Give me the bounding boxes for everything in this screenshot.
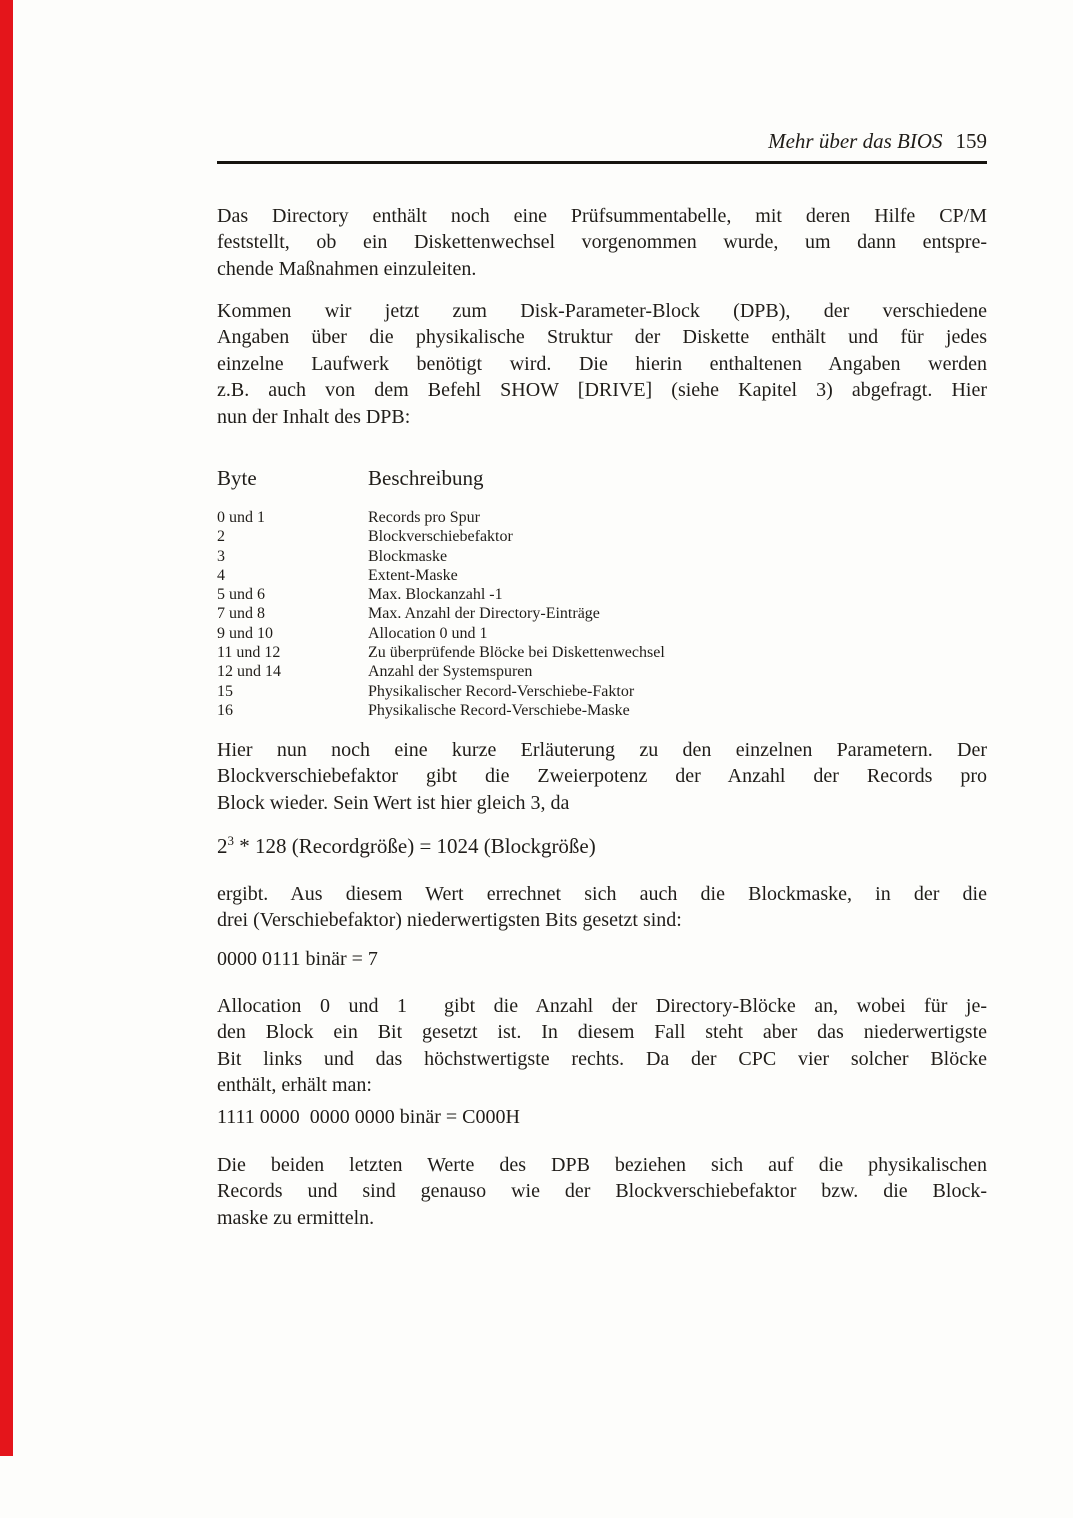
- paragraph-line: ergibt. Aus diesem Wert errechnet sich auch die Blockmaske, in der die: [217, 883, 987, 905]
- table-cell-description: Max. Blockanzahl -1: [368, 586, 503, 604]
- table-cell-description: Records pro Spur: [368, 509, 480, 526]
- paragraph-blockmaske: [217, 881, 987, 934]
- paragraph-line: z.B. auch von dem Befehl SHOW [DRIVE] (siehe Kapitel 3) abgefragt. Hier: [217, 379, 987, 402]
- paragraph-dpb-intro: [217, 298, 987, 430]
- table-cell-byte: 16: [217, 701, 233, 719]
- paragraph-parameter-erlaeuterung: [217, 737, 987, 816]
- paragraph-line: Das Directory enthält noch eine Prüfsummentabelle, mit deren Hilfe CP/M: [217, 205, 987, 227]
- table-cell-description: Blockmaske: [368, 547, 448, 565]
- paragraph-line: Die beiden letzten Werte des DPB beziehen sich auf die physikalischen: [217, 1154, 987, 1176]
- formula-rest: * 128 (Recordgröße) = 1024 (Blockgröße): [234, 834, 596, 858]
- paragraph-directory-checksum: [217, 203, 987, 282]
- table-row: [217, 682, 987, 701]
- table-cell-byte: 9 und 10: [217, 624, 273, 642]
- table-cell-description: Zu überprüfende Blöcke bei Diskettenwechsel: [368, 644, 665, 662]
- header-rule: [217, 161, 987, 164]
- table-cell-byte: 11 und 12: [217, 644, 281, 662]
- table-cell-byte: 3: [217, 547, 225, 565]
- table-cell-description: Physikalischer Record-Verschiebe-Faktor: [368, 682, 635, 700]
- table-cell-byte: 5 und 6: [217, 586, 265, 604]
- dpb-table-header: [217, 466, 987, 491]
- paragraph-line: chende Maßnahmen einzuleiten.: [217, 257, 477, 280]
- table-cell-description: Blockverschiebefaktor: [368, 528, 513, 546]
- paragraph-line: Allocation 0 und 1 gibt die Anzahl der Directory-Blöcke an, wobei für je-: [217, 995, 987, 1017]
- paragraph-line: Records und sind genauso wie der Blockverschiebefaktor bzw. die Block-: [217, 1180, 987, 1203]
- table-row: [217, 547, 987, 566]
- paragraph-line: Hier nun noch eine kurze Erläuterung zu den einzelnen Parametern. Der: [217, 739, 987, 761]
- table-cell-byte: 0 und 1: [217, 509, 265, 526]
- table-cell-description: Anzahl der Systemspuren: [368, 663, 533, 681]
- paragraph-line: enthält, erhält man:: [217, 1074, 372, 1097]
- table-row: [217, 604, 987, 623]
- running-header: [217, 128, 987, 154]
- formula-base: 2: [217, 834, 228, 858]
- table-cell-byte: 15: [217, 682, 233, 700]
- table-row: [217, 585, 987, 604]
- paragraph-line: Angaben über die physikalische Struktur der Diskette enthält und für jedes: [217, 326, 987, 349]
- table-cell-description: Extent-Maske: [368, 566, 458, 584]
- table-row: [217, 662, 987, 681]
- dpb-table: [217, 508, 987, 720]
- paragraph-line: den Block ein Bit gesetzt ist. In diesem Fall steht aber das niederwertigste: [217, 1021, 987, 1044]
- paragraph-line: maske zu ermitteln.: [217, 1206, 375, 1229]
- paragraph-line: Bit links und das höchstwertigste rechts. Da der CPC vier solcher Blöcke: [217, 1047, 987, 1070]
- table-row: [217, 624, 987, 643]
- paragraph-line: drei (Verschiebefaktor) niederwertigsten Bits gesetzt sind:: [217, 909, 682, 932]
- paragraph-dpb-letzte-werte: [217, 1152, 987, 1231]
- binary-value-allocation: 1111 0000 0000 0000 binär = C000H: [217, 1106, 520, 1128]
- binary-value-blockmask: 0000 0111 binär = 7: [217, 948, 378, 970]
- formula-blocksize: [217, 833, 987, 862]
- paragraph-line: Kommen wir jetzt zum Disk-Parameter-Block (DPB), der verschiedene: [217, 300, 987, 322]
- table-cell-byte: 7 und 8: [217, 605, 265, 623]
- chapter-title: Mehr über das BIOS: [768, 129, 943, 153]
- table-row: [217, 527, 987, 546]
- table-cell-byte: 2: [217, 528, 225, 546]
- table-row: [217, 566, 987, 585]
- column-header-beschreibung: Beschreibung: [368, 466, 484, 490]
- paragraph-line: Blockverschiebefaktor gibt die Zweierpotenz der Anzahl der Records pro: [217, 765, 987, 788]
- page-number: 159: [955, 129, 987, 153]
- table-row: [217, 643, 987, 662]
- table-cell-description: Max. Anzahl der Directory-Einträge: [368, 605, 600, 623]
- table-cell-byte: 12 und 14: [217, 663, 281, 681]
- column-header-byte: Byte: [217, 466, 257, 490]
- paragraph-line: einzelne Laufwerk benötigt wird. Die hierin enthaltenen Angaben werden: [217, 352, 987, 375]
- paragraph-line: feststellt, ob ein Diskettenwechsel vorgenommen wurde, um dann entspre-: [217, 231, 987, 254]
- formula-exponent: 3: [227, 833, 234, 848]
- table-cell-description: Allocation 0 und 1: [368, 624, 488, 642]
- table-row: [217, 508, 987, 527]
- paragraph-allocation: [217, 993, 987, 1099]
- table-row: [217, 701, 987, 720]
- red-page-edge-stripe: [0, 0, 13, 1456]
- paragraph-line: Block wieder. Sein Wert ist hier gleich 3, da: [217, 791, 570, 814]
- paragraph-line: nun der Inhalt des DPB:: [217, 405, 411, 428]
- table-cell-byte: 4: [217, 566, 225, 584]
- table-cell-description: Physikalische Record-Verschiebe-Maske: [368, 701, 630, 719]
